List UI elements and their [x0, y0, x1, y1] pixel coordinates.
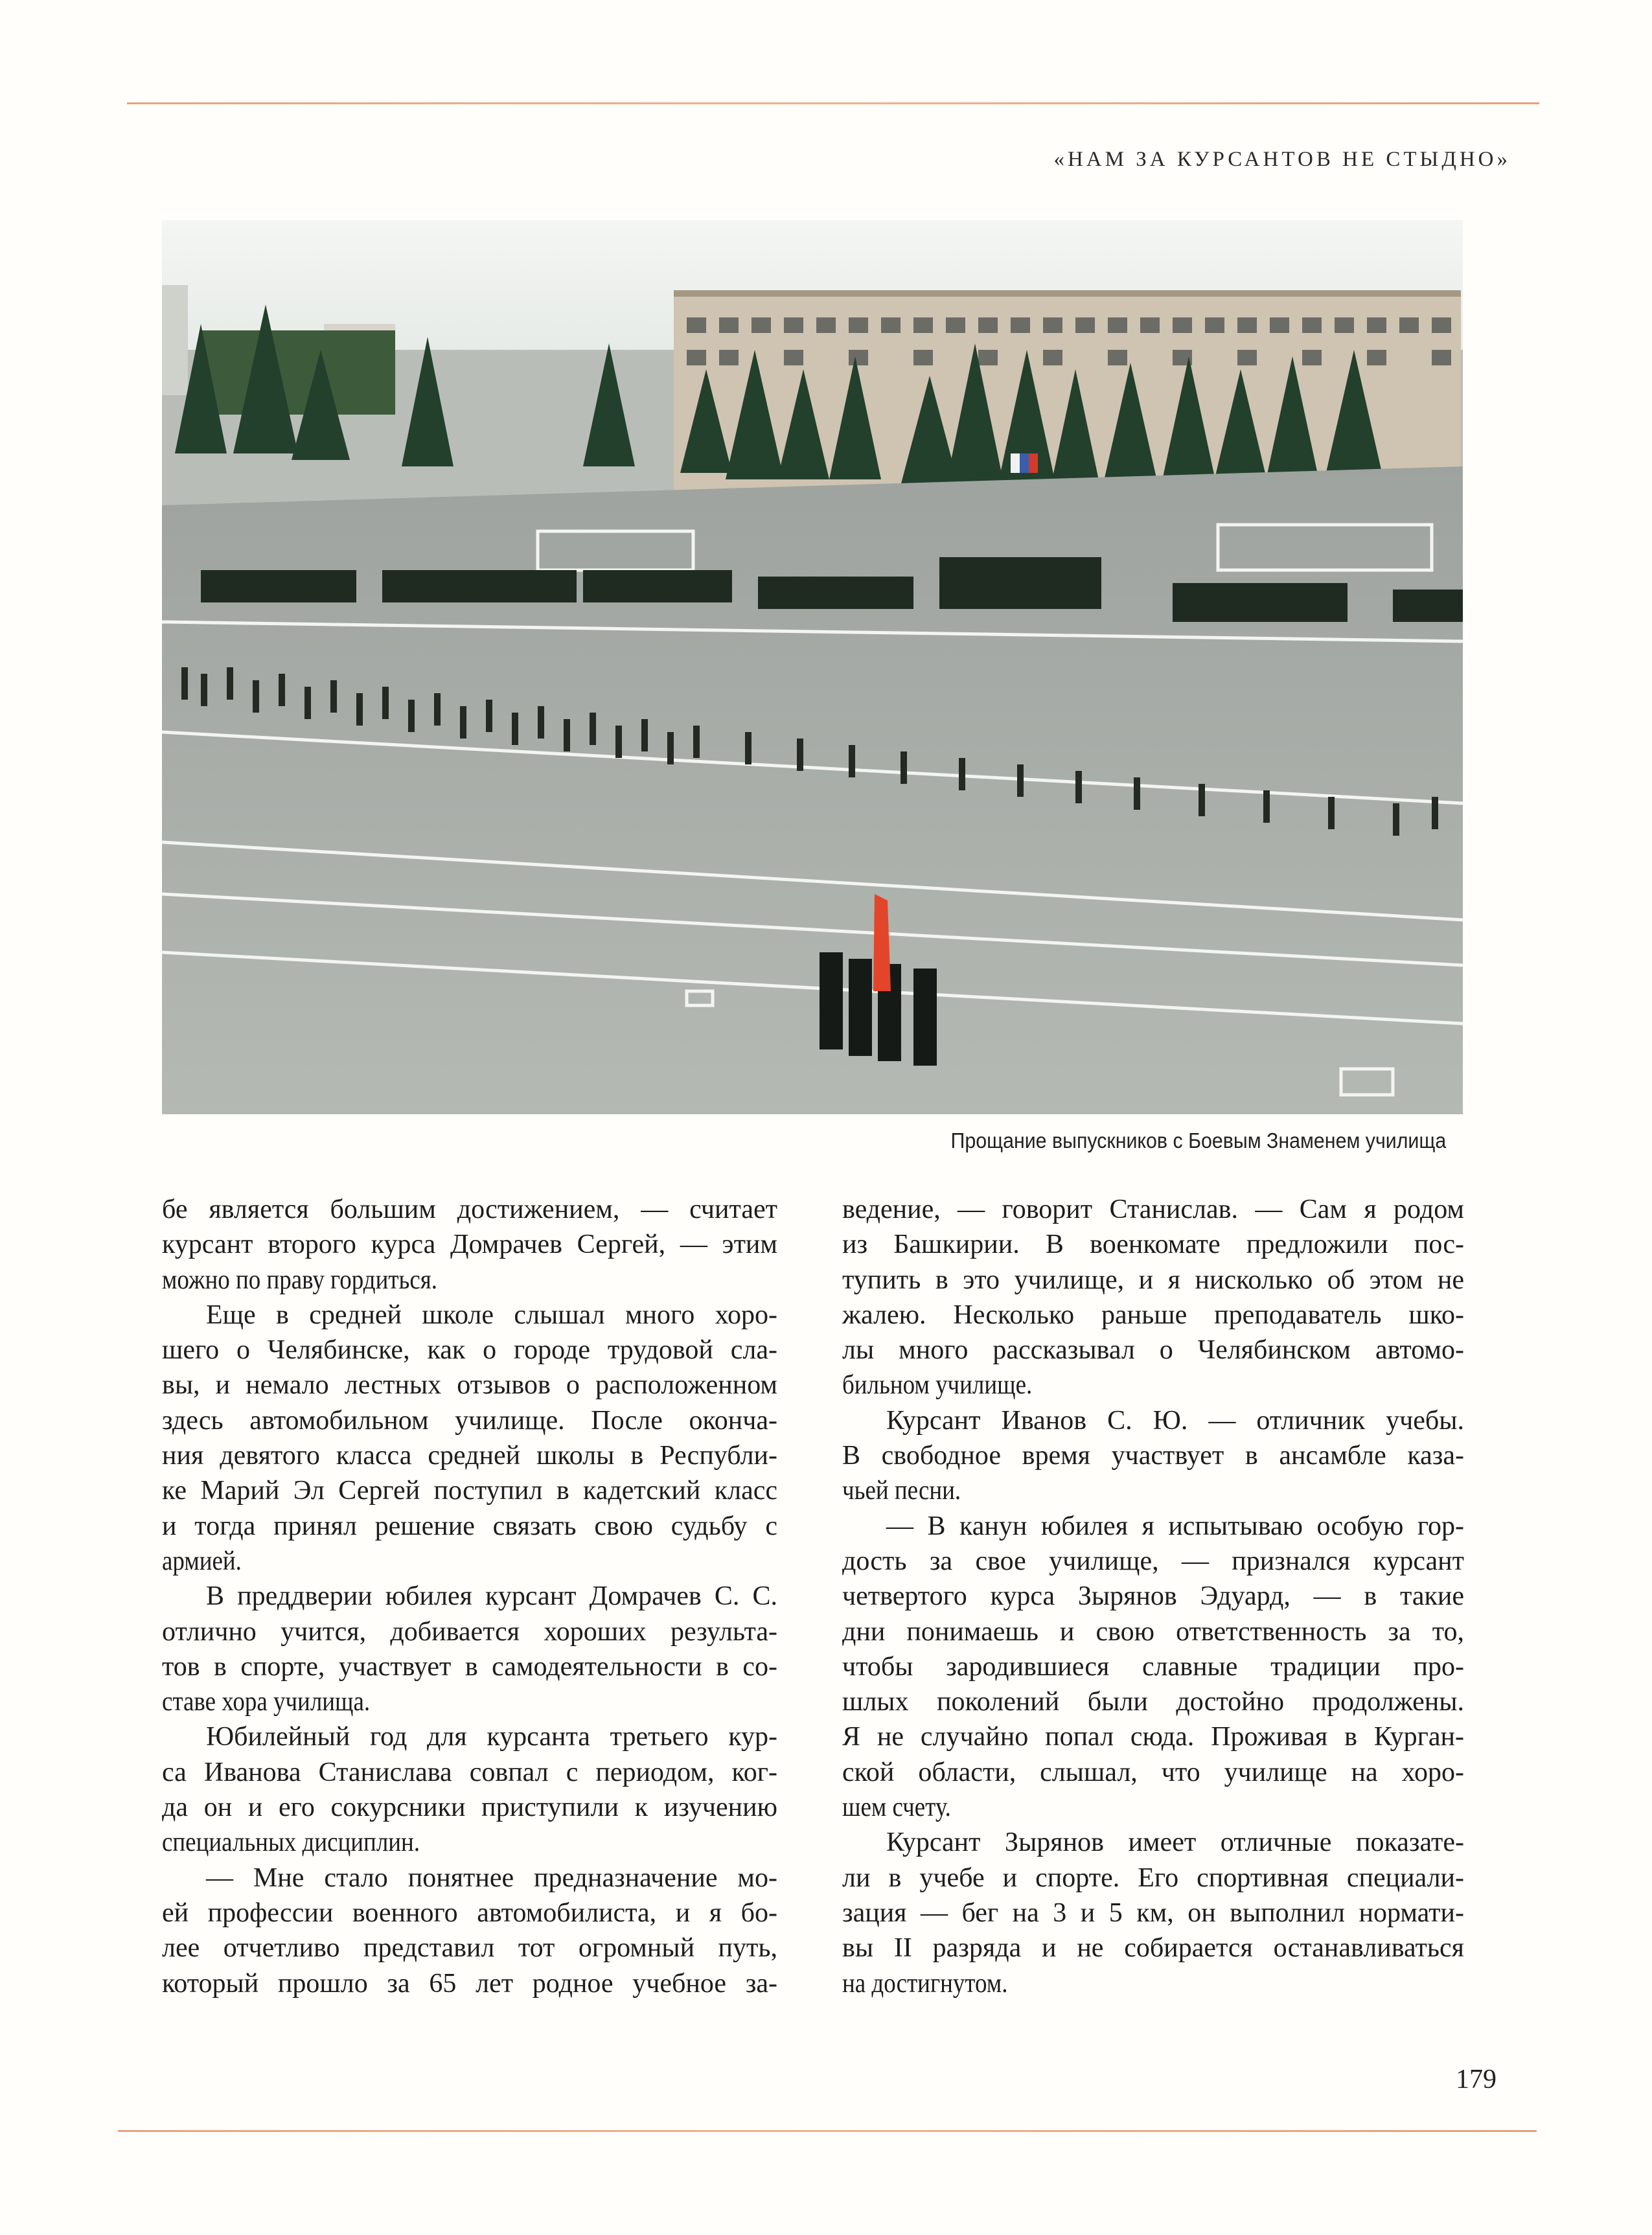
text-line: тов в спорте, участвует в самодеятельности в со-	[162, 1651, 777, 1682]
footer-rule	[118, 2130, 1537, 2132]
text-line: шего о Челябинске, как о городе трудовой сла-	[162, 1335, 777, 1366]
text-line: курсант второго курса Домрачев Сергей, — этим	[162, 1230, 777, 1260]
text-line: ведение, — говорит Станислав. — Сам я родом	[842, 1195, 1464, 1224]
text-line: бе является большим достижением, — считает	[162, 1195, 777, 1224]
text-line: жалею. Несколько раньше преподаватель шко-	[842, 1300, 1464, 1330]
text-line: дость за свое училище, — признался курсант	[842, 1546, 1464, 1576]
text-line: чьей песни.	[842, 1476, 961, 1506]
text-line: В преддверии юбилея курсант Домрачев С. С.	[206, 1581, 777, 1612]
text-line: на достигнутом.	[842, 1968, 1008, 1999]
text-line: Юбилейный год для курсанта третьего кур-	[206, 1722, 777, 1752]
text-line: вы, и немало лестных отзывов о расположенном	[162, 1370, 777, 1401]
text-line: из Башкирии. В военкомате предложили пос-	[842, 1230, 1464, 1260]
text-line: Я не случайно попал сюда. Проживая в Курган-	[842, 1722, 1464, 1752]
text-line: лы много рассказывал о Челябинском автомо-	[842, 1335, 1464, 1366]
text-line: ставе хора училища.	[162, 1687, 371, 1717]
text-line: — В канун юбилея я испытываю особую гор-	[886, 1511, 1464, 1541]
text-line: можно по праву гордиться.	[162, 1265, 438, 1295]
text-line: да он и его сокурсники приступили к изучению	[162, 1793, 777, 1823]
text-line: тупить в это училище, и я нисколько об этом не	[842, 1265, 1464, 1295]
parade-ground-illustration	[162, 220, 1463, 1114]
text-line: четвертого курса Зырянов Эдуард, — в такие	[842, 1581, 1464, 1612]
text-line: шем счету.	[842, 1793, 951, 1823]
text-line: ния девятого класса средней школы в Республи-	[162, 1441, 777, 1471]
text-line: шлых поколений были достойно продолжены.	[842, 1687, 1464, 1717]
text-line: бильном училище.	[842, 1370, 1033, 1401]
text-line: — Мне стало понятнее предназначение мо-	[206, 1862, 777, 1893]
text-column-left	[162, 1192, 777, 2001]
text-line: здесь автомобильном училище. После оконча-	[162, 1405, 777, 1436]
text-line: дни понимаешь и свою ответственность за то,	[842, 1616, 1464, 1647]
text-line: вы II разряда и не собирается останавливаться	[842, 1933, 1464, 1964]
text-line: и тогда принял решение связать свою судьбу с	[162, 1511, 777, 1541]
text-column-right	[842, 1192, 1464, 2001]
text-line: ской области, слышал, что училище на хоро-	[842, 1757, 1464, 1787]
text-line: специальных дисциплин.	[162, 1828, 420, 1858]
text-line: армией.	[162, 1546, 242, 1576]
text-line: лее отчетливо представил тот огромный путь,	[162, 1933, 777, 1964]
parade-photo	[162, 220, 1463, 1114]
photo-caption: Прощание выпускников с Боевым Знаменем училища	[950, 1129, 1446, 1152]
header-rule	[127, 102, 1539, 104]
text-line: Еще в средней школе слышал много хоро-	[206, 1300, 777, 1330]
text-line: ей профессии военного автомобилиста, и я бо-	[162, 1897, 777, 1928]
text-line: который прошло за 65 лет родное учебное за-	[162, 1968, 777, 1999]
text-line: са Иванова Станислава совпал с периодом, ког-	[162, 1757, 777, 1787]
running-title: «НАМ ЗА КУРСАНТОВ НЕ СТЫДНО»	[1053, 148, 1511, 171]
text-line: Курсант Иванов С. Ю. — отличник учебы.	[886, 1405, 1464, 1436]
text-line: зация — бег на 3 и 5 км, он выполнил нормати-	[842, 1897, 1464, 1928]
text-line: В свободное время участвует в ансамбле каза-	[842, 1441, 1464, 1471]
text-line: ке Марий Эл Сергей поступил в кадетский класс	[162, 1476, 777, 1506]
text-line: ли в учебе и спорте. Его спортивная специали-	[842, 1862, 1464, 1893]
text-line: чтобы зародившиеся славные традиции про-	[842, 1651, 1464, 1682]
text-line: Курсант Зырянов имеет отличные показате-	[886, 1828, 1464, 1858]
text-line: отлично учится, добивается хороших результа-	[162, 1616, 777, 1647]
page-number: 179	[1456, 2065, 1497, 2094]
